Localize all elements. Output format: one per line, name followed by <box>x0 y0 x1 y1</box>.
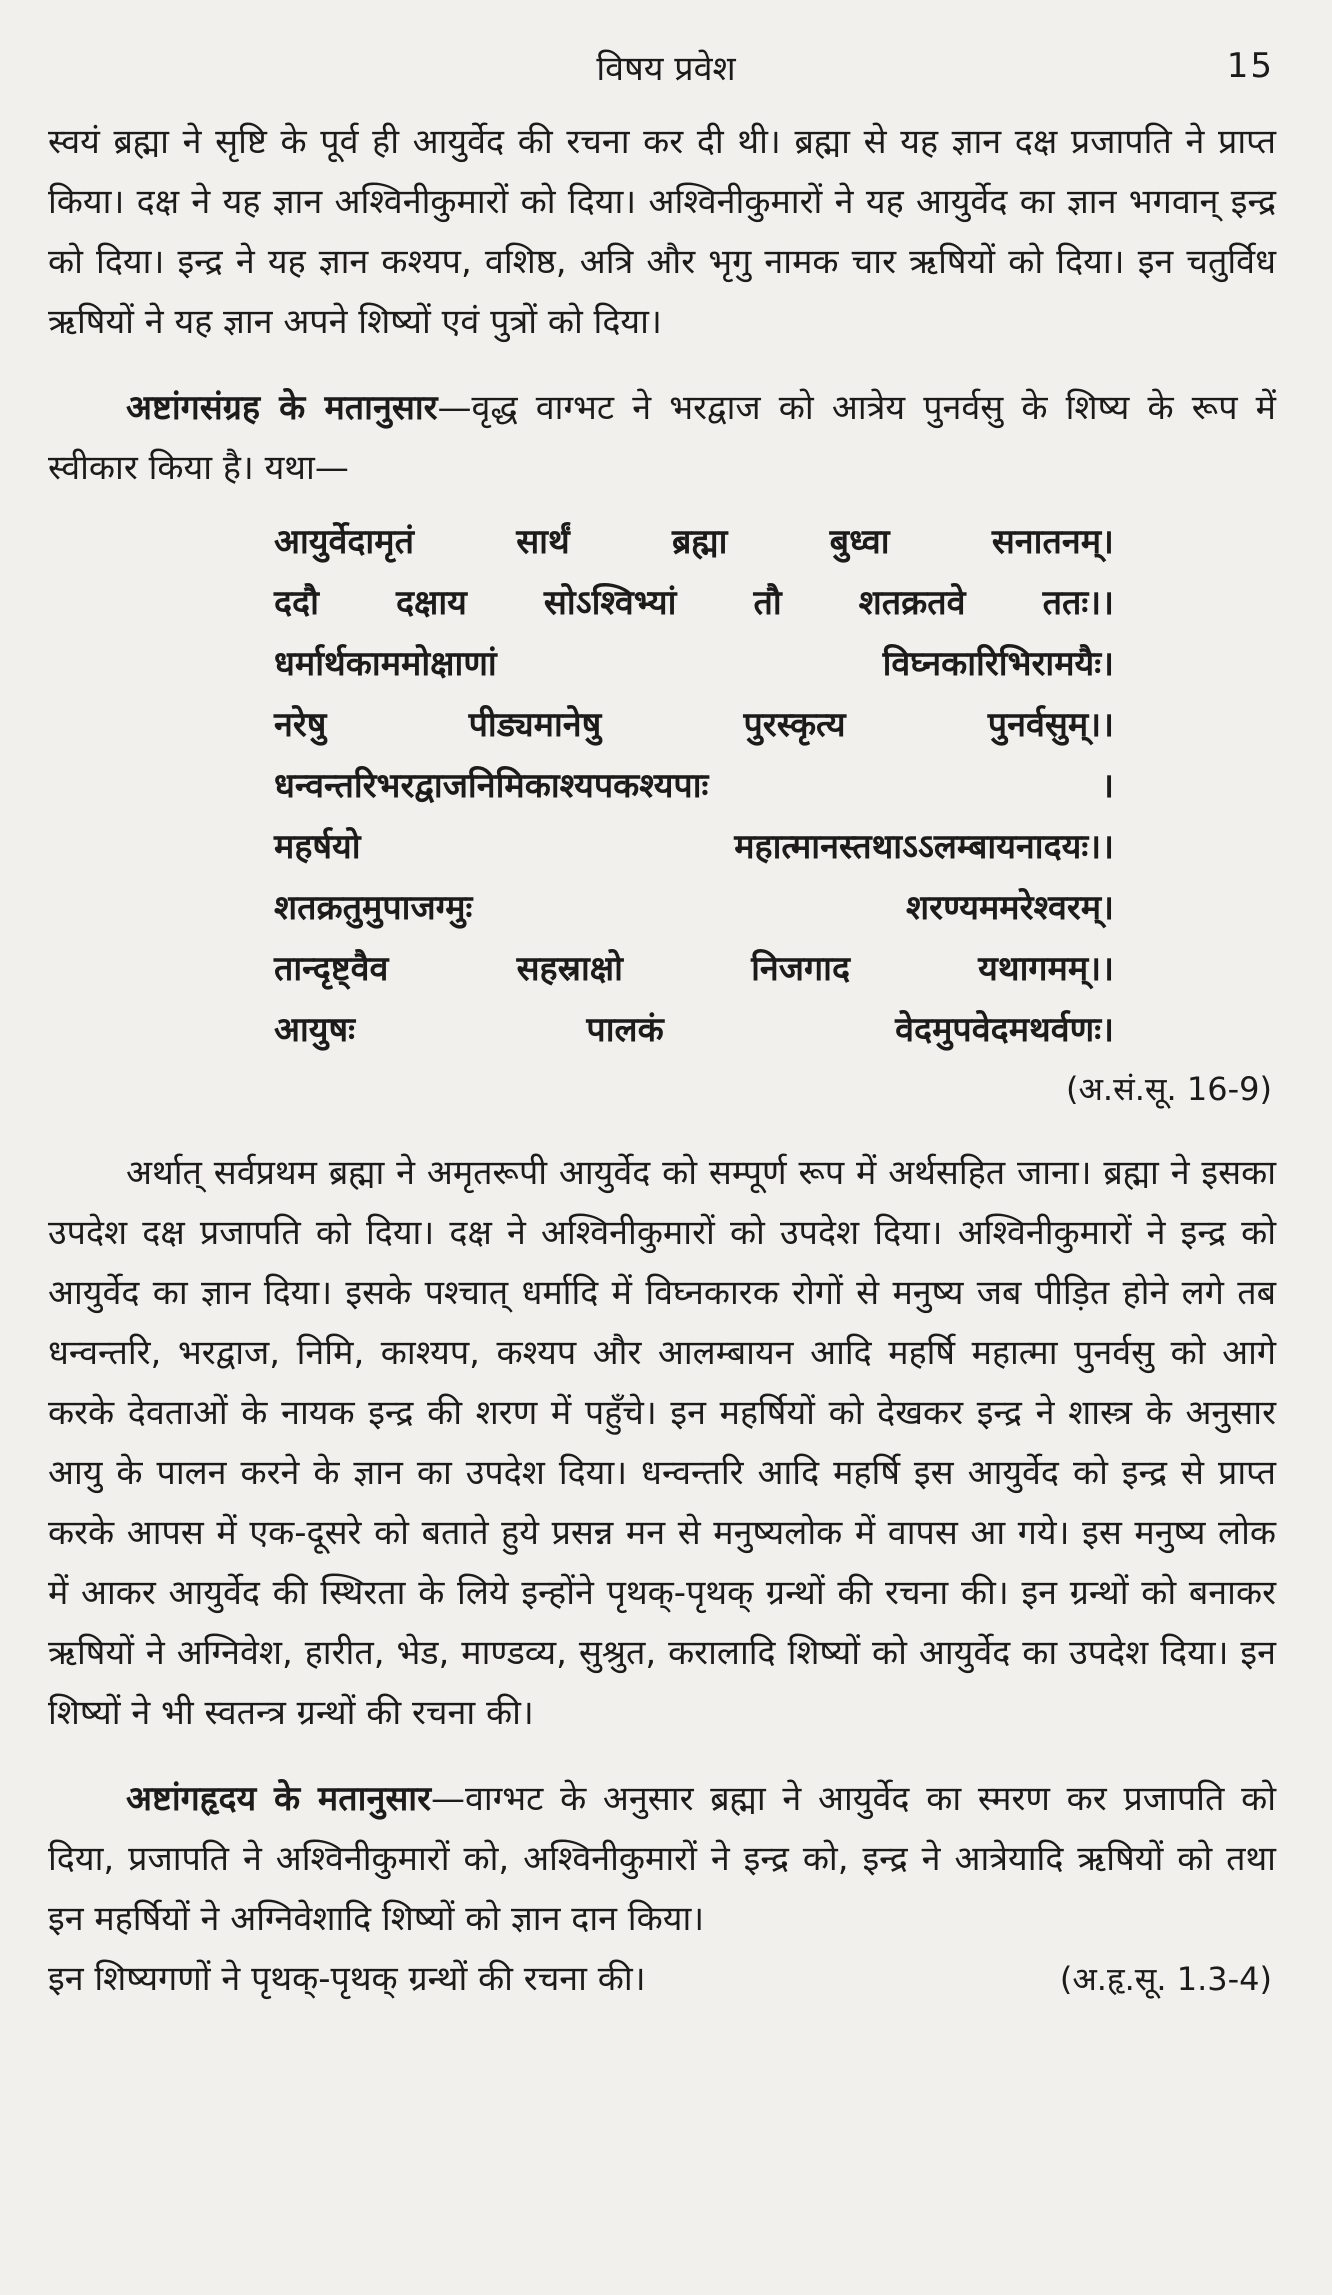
verse-line <box>274 939 1114 1000</box>
paragraph-1: स्वयं ब्रह्मा ने सृष्टि के पूर्व ही आयुर्वेद की रचना कर दी थी। ब्रह्मा से यह ज्ञान दक्ष प्रजापति ने प्राप्त किया। दक्ष ने यह ज्ञान अश्विनीकुमारों को दिया। अश्विनीकुमारों ने यह आयुर्वेद का ज्ञान भगवान् इन्द्र को दिया। इन्द्र ने यह ज्ञान कश्यप, वशिष्ठ, अत्रि और भृगु नामक चार ऋषियों को दिया। इन चतुर्विध ऋषियों ने यह ज्ञान अपने शिष्यों एवं पुत्रों को दिया। <box>48 122 1276 342</box>
verse-word: सनातनम्। <box>991 522 1114 562</box>
verse-word: तान्दृष्ट्वैव <box>274 949 389 989</box>
verse-word: पुरस्कृत्य <box>743 705 846 745</box>
verse-line <box>274 573 1114 634</box>
verse-word: ब्रह्मा <box>671 522 728 562</box>
paragraph-2-text: —वृद्ध वाग्भट ने भरद्वाज को आत्रेय पुनर्वसु के शिष्य के रूप में स्वीकार किया है। यथा— <box>48 388 1276 488</box>
verse-line <box>274 695 1114 756</box>
verse-word: ददौ <box>274 583 319 623</box>
section-heading-hridaya: अष्टांगहृदय के मतानुसार <box>126 1779 432 1819</box>
verse-word: धर्मार्थकाममोक्षाणां <box>274 644 497 684</box>
verse-word: ततः।। <box>1042 583 1114 623</box>
verse-word: पालकं <box>586 1010 664 1050</box>
verse-word: यथागमम्।। <box>978 949 1114 989</box>
verse-line <box>274 817 1114 878</box>
verse-word: आयुर्वेदामृतं <box>274 522 414 562</box>
verse-word: पुनर्वसुम्।। <box>987 705 1114 745</box>
paragraph-4-text: —वाग्भट के अनुसार ब्रह्मा ने आयुर्वेद का स्मरण कर प्रजापति को दिया, प्रजापति ने अश्विनीकुमारों को, अश्विनीकुमारों ने इन्द्र को, इन्द्र ने आत्रेयादि ऋषियों को तथा इन महर्षियों ने अग्निवेशादि शिष्यों को ज्ञान दान किया। <box>48 1779 1277 1939</box>
verse-word: शरण्यममरेश्वरम्। <box>906 888 1114 928</box>
verse-word: महर्षयो <box>274 827 361 867</box>
paragraph-3: अर्थात् सर्वप्रथम ब्रह्मा ने अमृतरूपी आयुर्वेद को सम्पूर्ण रूप में अर्थसहित जाना। ब्रह्मा ने इसका उपदेश दक्ष प्रजापति को दिया। दक्ष ने अश्विनीकुमारों को उपदेश दिया। अश्विनीकुमारों ने इन्द्र को आयुर्वेद का ज्ञान दिया। इसके पश्चात् धर्मादि में विघ्नकारक रोगों से मनुष्य जब पीड़ित होने लगे तब धन्वन्तरि, भरद्वाज, निमि, काश्यप, कश्यप और आलम्बायन आदि महर्षि महात्मा पुनर्वसु को आगे करके देवताओं के नायक इन्द्र की शरण में पहुँचे। इन महर्षियों को देखकर इन्द्र ने शास्त्र के अनुसार आयु के पालन करने के ज्ञान का उपदेश दिया। धन्वन्तरि आदि महर्षि इस आयुर्वेद को इन्द्र से प्राप्त करके आपस में एक-दूसरे को बताते हुये प्रसन्न मन से मनुष्यलोक में वापस आ गये। इस मनुष्य लोक में आकर आयुर्वेद की स्थिरता के लिये इन्होंने पृथक्-पृथक् ग्रन्थों की रचना की। इन ग्रन्थों को बनाकर ऋषियों ने अग्निवेश, हारीत, भेड, माण्डव्य, सुश्रुत, करालादि शिष्यों को आयुर्वेद का उपदेश दिया। इन शिष्यों ने भी स्वतन्त्र ग्रन्थों की रचना की। <box>48 1153 1276 1733</box>
verse-word: दक्षाय <box>395 583 467 623</box>
paragraph-4-final-sentence: इन शिष्यगणों ने पृथक्-पृथक् ग्रन्थों की रचना की। <box>48 1959 646 1999</box>
page-header <box>0 44 1332 96</box>
running-title: विषय प्रवेश <box>596 49 736 89</box>
verse-word: तौ <box>753 583 782 623</box>
verse-word: सहस्राक्षो <box>516 949 623 989</box>
verse-word: शतक्रतुमुपाजग्मुः <box>274 888 473 928</box>
verse-word: आयुषः <box>274 1010 355 1050</box>
citation-sangraha: (अ.सं.सू. 16-9) <box>1066 1070 1272 1108</box>
paragraph-4-last-line <box>48 1949 1276 2009</box>
verse-word: वेदमुपवेदमथर्वणः। <box>895 1010 1114 1050</box>
verse-word: महात्मानस्तथाऽऽलम्बायनादयः।। <box>734 827 1114 867</box>
verse-line <box>274 512 1114 573</box>
verse-word: निजगाद <box>751 949 850 989</box>
verse-word: सोऽश्विभ्यां <box>543 583 677 623</box>
verse-word: बुध्वा <box>829 522 890 562</box>
verse-word: सार्थं <box>516 522 570 562</box>
citation-hridaya: (अ.हृ.सू. 1.3-4) <box>1059 1960 1272 1998</box>
verse-word: । <box>1101 766 1114 806</box>
verse-word: शतक्रतवे <box>858 583 966 623</box>
section-heading-sangraha: अष्टांगसंग्रह के मतानुसार <box>126 388 438 428</box>
paragraph-ashtanga-hridaya <box>48 1769 1276 1949</box>
verse-word: विघ्नकारिभिरामयैः। <box>882 644 1114 684</box>
verse-word: पीड्यमानेषु <box>468 705 602 745</box>
verse-word: नरेषु <box>274 705 327 745</box>
page-body <box>48 112 1276 2009</box>
verse-line <box>274 756 1114 817</box>
verse-line <box>274 634 1114 695</box>
verse-line <box>274 878 1114 939</box>
verse-line <box>274 1000 1114 1061</box>
verse-word: धन्वन्तरिभरद्वाजनिमिकाश्यपकश्यपाः <box>274 766 709 806</box>
paragraph-ashtanga-sangraha <box>48 378 1276 498</box>
page-number: 15 <box>1226 46 1274 86</box>
sanskrit-verse <box>274 512 1114 1061</box>
